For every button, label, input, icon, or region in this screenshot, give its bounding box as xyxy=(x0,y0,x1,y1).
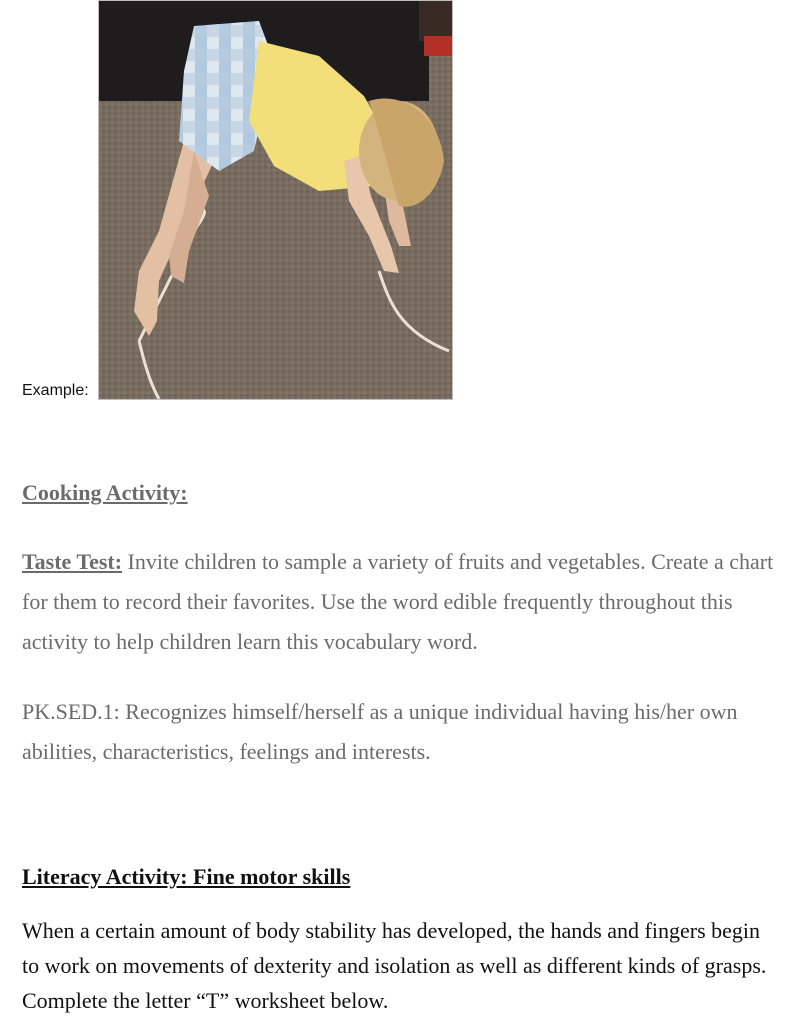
literacy-heading: Literacy Activity: Fine motor skills xyxy=(22,864,351,889)
standard-text: PK.SED.1: Recognizes himself/herself as a unique individual having his/her own abilities, characteristics, feelings and interests. xyxy=(22,699,738,764)
taste-test-text: Invite children to sample a variety of fruits and vegetables. Create a chart for them to record their favorites. Use the word edible frequently throughout this activity to help children learn this vocabulary word. xyxy=(22,549,774,654)
taste-test-paragraph xyxy=(22,542,782,662)
cooking-heading: Cooking Activity: xyxy=(22,480,188,505)
taste-test-label: Taste Test: xyxy=(22,549,123,574)
example-label: Example: xyxy=(22,382,89,399)
example-photo xyxy=(98,0,453,400)
example-section xyxy=(0,0,800,400)
literacy-text: When a certain amount of body stability has developed, the hands and fingers begin to work on movements of dexterity and isolation as well as different kinds of grasps. Complete the letter “T” worksheet below. xyxy=(22,918,767,1013)
